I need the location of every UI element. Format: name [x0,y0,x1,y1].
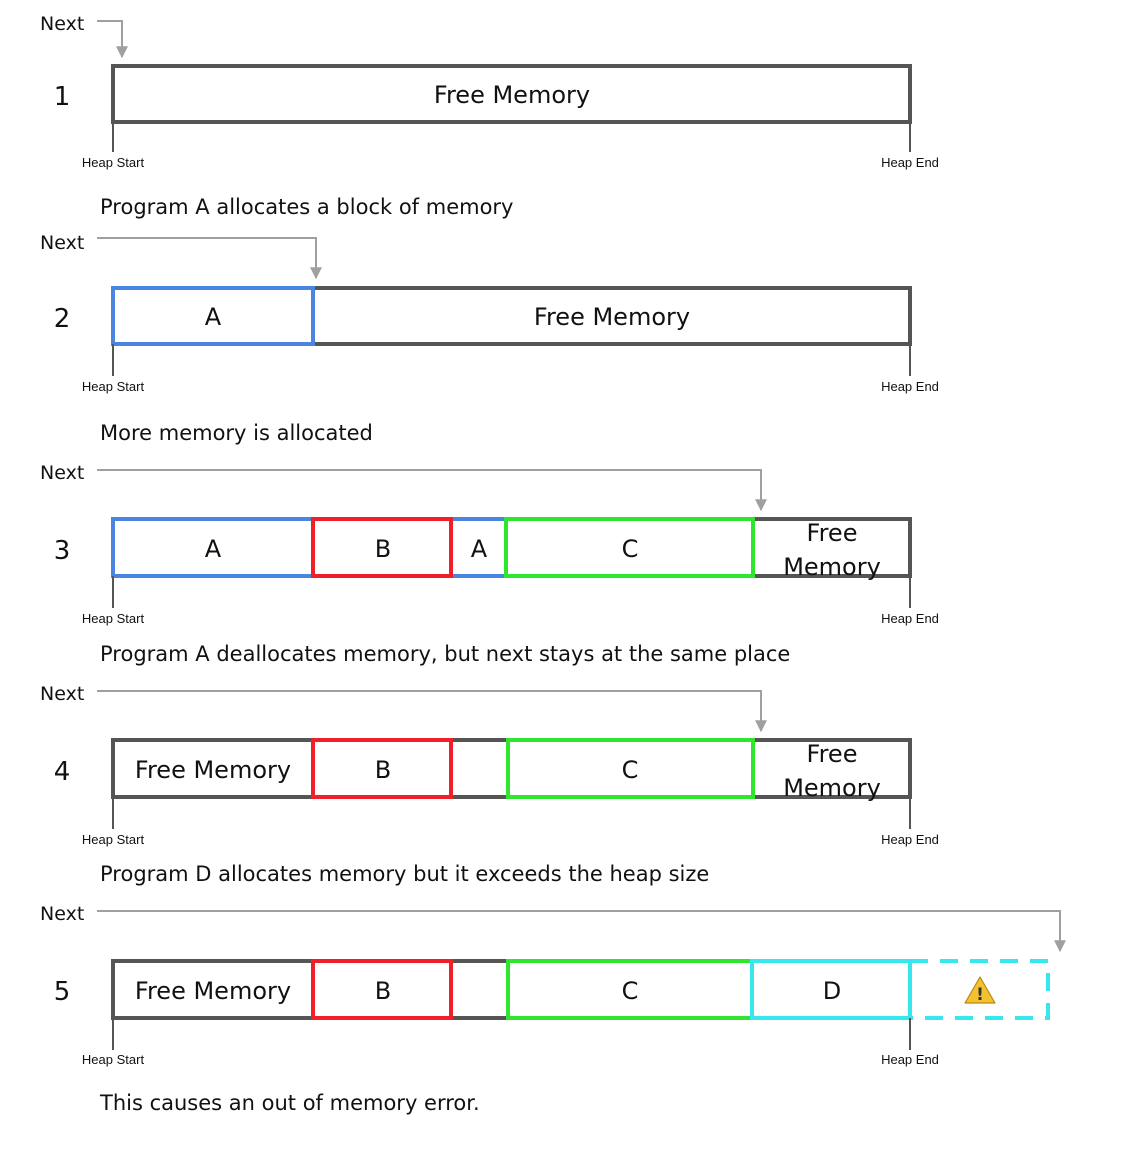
step-number: 1 [53,82,71,112]
step-caption: More memory is allocated [100,421,373,445]
next-pointer-arrow [97,911,1060,951]
step-1 [40,13,939,219]
next-pointer-label: Next [40,232,85,254]
step-5 [40,903,1060,1115]
free-memory-label: Free Memory [134,756,292,784]
block-d-label: D [822,977,842,1005]
free-memory-label: Free Memory [134,977,292,1005]
step-caption: This causes an out of memory error. [100,1091,480,1115]
step-4 [40,683,939,886]
block-b-label: B [374,535,392,563]
step-number: 2 [53,304,71,334]
block-a-second-label: A [470,535,488,563]
memory-label-line2: Memory [783,553,881,581]
free-gap-block [451,740,508,797]
free-label-line1: Free [806,740,858,768]
block-a-label: A [204,303,222,331]
next-pointer-label: Next [40,462,85,484]
step-3 [40,462,939,666]
free-label-line1: Free [806,519,858,547]
free-gap-block [451,961,508,1018]
next-pointer-label: Next [40,903,85,925]
next-pointer-label: Next [40,683,85,705]
warning-glyph: ! [976,985,984,1005]
next-pointer-label: Next [40,13,85,35]
block-a-label: A [204,535,222,563]
step-caption: Program A allocates a block of memory [100,195,514,219]
next-pointer-arrow [97,691,761,731]
step-number: 3 [53,536,71,566]
heap-end-label: Heap End [881,155,939,170]
heap-end-label: Heap End [881,379,939,394]
block-c-label: C [621,756,639,784]
heap-start-label: Heap Start [81,379,145,394]
heap-end-label: Heap End [881,611,939,626]
step-caption: Program D allocates memory but it exceeds the heap size [100,862,710,886]
step-caption: Program A deallocates memory, but next stays at the same place [100,642,791,666]
free-memory-label: Free Memory [433,81,591,109]
step-2 [40,232,939,445]
heap-start-label: Heap Start [81,1052,145,1067]
block-c-label: C [621,977,639,1005]
memory-label-line2: Memory [783,774,881,802]
step-number: 4 [53,757,71,787]
next-pointer-arrow [97,21,122,57]
block-b-label: B [374,756,392,784]
step-number: 5 [53,977,71,1007]
heap-end-label: Heap End [881,832,939,847]
block-b-label: B [374,977,392,1005]
free-memory-label: Free Memory [533,303,691,331]
block-c-label: C [621,535,639,563]
heap-end-label: Heap End [881,1052,939,1067]
heap-start-label: Heap Start [81,832,145,847]
next-pointer-arrow [97,238,316,278]
heap-start-label: Heap Start [81,611,145,626]
heap-start-label: Heap Start [81,155,145,170]
warning-icon [965,977,995,1005]
next-pointer-arrow [97,470,761,510]
